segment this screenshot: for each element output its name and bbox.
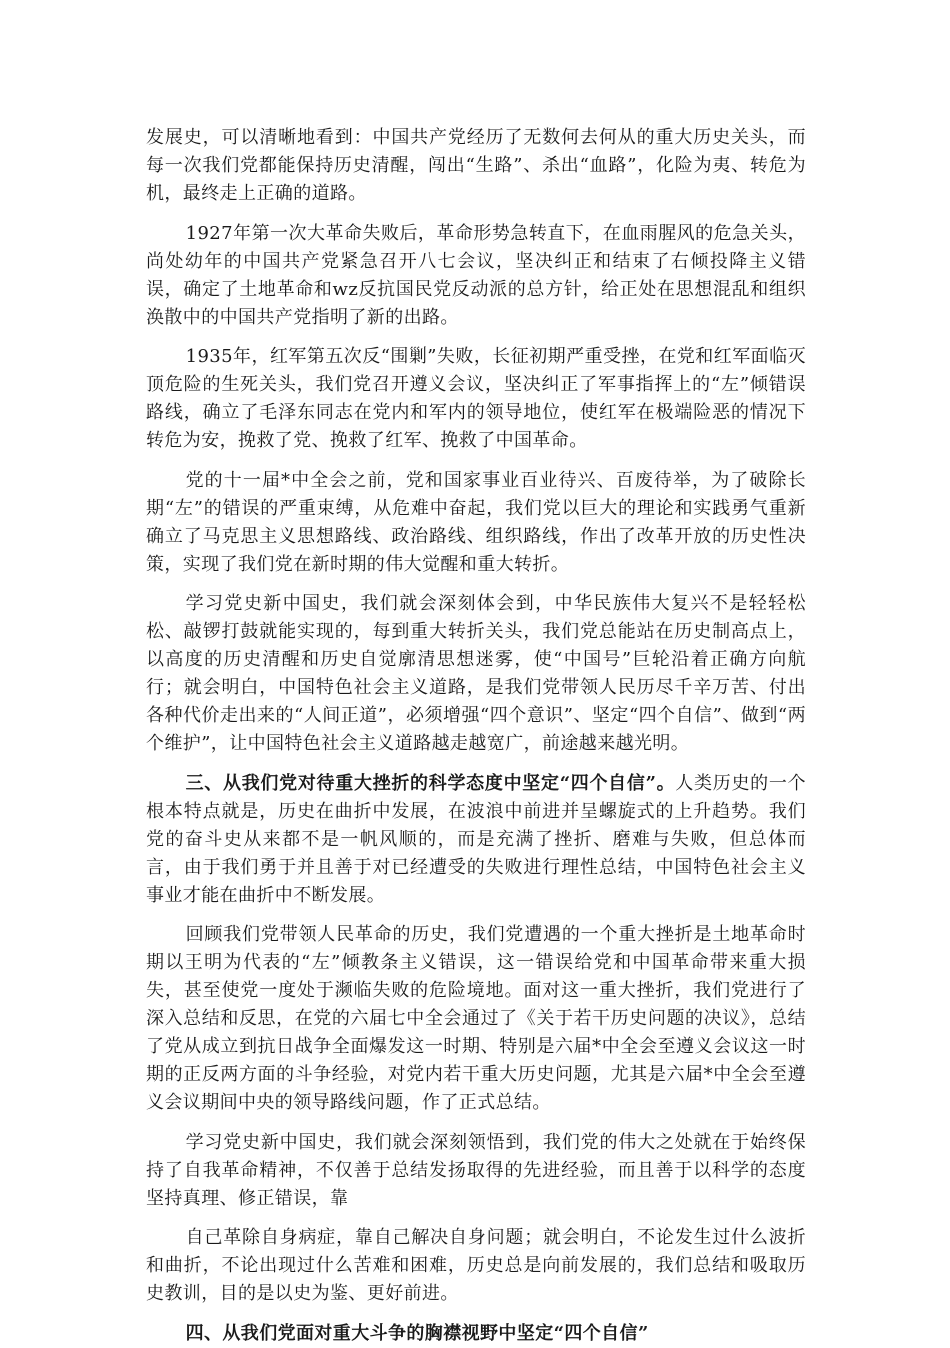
paragraph-body: 人类历史的一个根本特点就是，历史在曲折中发展，在波浪中前进并呈螺旋式的上升趋势。我们党的奋斗史从来都不是一帆风顺的，而是充满了挫折、磨难与失败，但总体而言，由于我们勇于并且善于对已经遭受的失败进行理性总结，中国特色社会主义事业才能在曲折中不断发展。 bbox=[146, 772, 806, 906]
section-heading: 三、从我们党对待重大挫折的科学态度中坚定“四个自信”。 bbox=[185, 772, 676, 794]
paragraph: 回顾我们党带领人民革命的历史，我们党遭遇的一个重大挫折是土地革命时期以王明为代表的“左”倾教条主义错误，这一错误给党和中国革命带来重大损失，甚至使党一度处于濒临失败的危险境地。面对这一重大挫折，我们党进行了深入总结和反思，在党的六届七中全会通过了《关于若干历史问题的决议》，总结了党从成立到抗日战争全面爆发这一时期、特别是六届*中全会至遵义会议这一时期的正反两方面的斗争经验，对党内若干重大历史问题，尤其是六届*中全会至遵义会议期间中央的领导路线问题，作了正式总结。 bbox=[146, 924, 806, 1113]
paragraph: 党的十一届*中全会之前，党和国家事业百业待兴、百废待举，为了破除长期“左”的错误的严重束缚，从危难中奋起，我们党以巨大的理论和实践勇气重新确立了马克思主义思想路线、政治路线、组织路线，作出了改革开放的历史性决策，实现了我们党在新时期的伟大觉醒和重大转折。 bbox=[146, 469, 806, 575]
paragraph: 发展史，可以清晰地看到：中国共产党经历了无数何去何从的重大历史关头，而每一次我们党都能保持历史清醒，闯出“生路”、杀出“血路”，化险为夷、转危为机，最终走上正确的道路。 bbox=[146, 127, 806, 204]
paragraph: 1935年，红军第五次反“围剿”失败，长征初期严重受挫，在党和红军面临灭顶危险的生死关头，我们党召开遵义会议，坚决纠正了军事指挥上的“左”倾错误路线，确立了毛泽东同志在党内和军内的领导地位，使红军在极端险恶的情况下转危为安，挽救了党、挽救了红军、挽救了中国革命。 bbox=[146, 346, 806, 451]
paragraph: 自己革除自身病症，靠自己解决自身问题；就会明白，不论发生过什么波折和曲折，不论出现过什么苦难和困难，历史总是向前发展的，我们总结和吸取历史教训，目的是以史为鉴、更好前进。 bbox=[146, 1227, 806, 1304]
document-page bbox=[146, 124, 806, 1348]
paragraph: 学习党史新中国史，我们就会深刻领悟到，我们党的伟大之处就在于始终保持了自我革命精神，不仅善于总结发扬取得的先进经验，而且善于以科学的态度坚持真理、修正错误，靠 bbox=[146, 1131, 806, 1209]
paragraph: 1927年第一次大革命失败后，革命形势急转直下，在血雨腥风的危急关头，尚处幼年的中国共产党紧急召开八七会议，坚决纠正和结束了右倾投降主义错误，确定了土地革命和wz反抗国民党反动派的总方针，给正处在思想混乱和组织涣散中的中国共产党指明了新的出路。 bbox=[146, 222, 806, 328]
paragraph: 学习党史新中国史，我们就会深刻体会到，中华民族伟大复兴不是轻轻松松、敲锣打鼓就能实现的，每到重大转折关头，我们党总能站在历史制高点上，以高度的历史清醒和历史自觉廓清思想迷雾，使“中国号”巨轮沿着正确方向航行；就会明白，中国特色社会主义道路，是我们党带领人民历尽千辛万苦、付出各种代价走出来的“人间正道”，必须增强“四个意识”、坚定“四个自信”、做到“两个维护”，让中国特色社会主义道路越走越宽广，前途越来越光明。 bbox=[146, 593, 806, 754]
section-three-paragraph bbox=[146, 770, 806, 910]
section-heading: 四、从我们党面对重大斗争的胸襟视野中坚定“四个自信” bbox=[185, 1322, 649, 1344]
